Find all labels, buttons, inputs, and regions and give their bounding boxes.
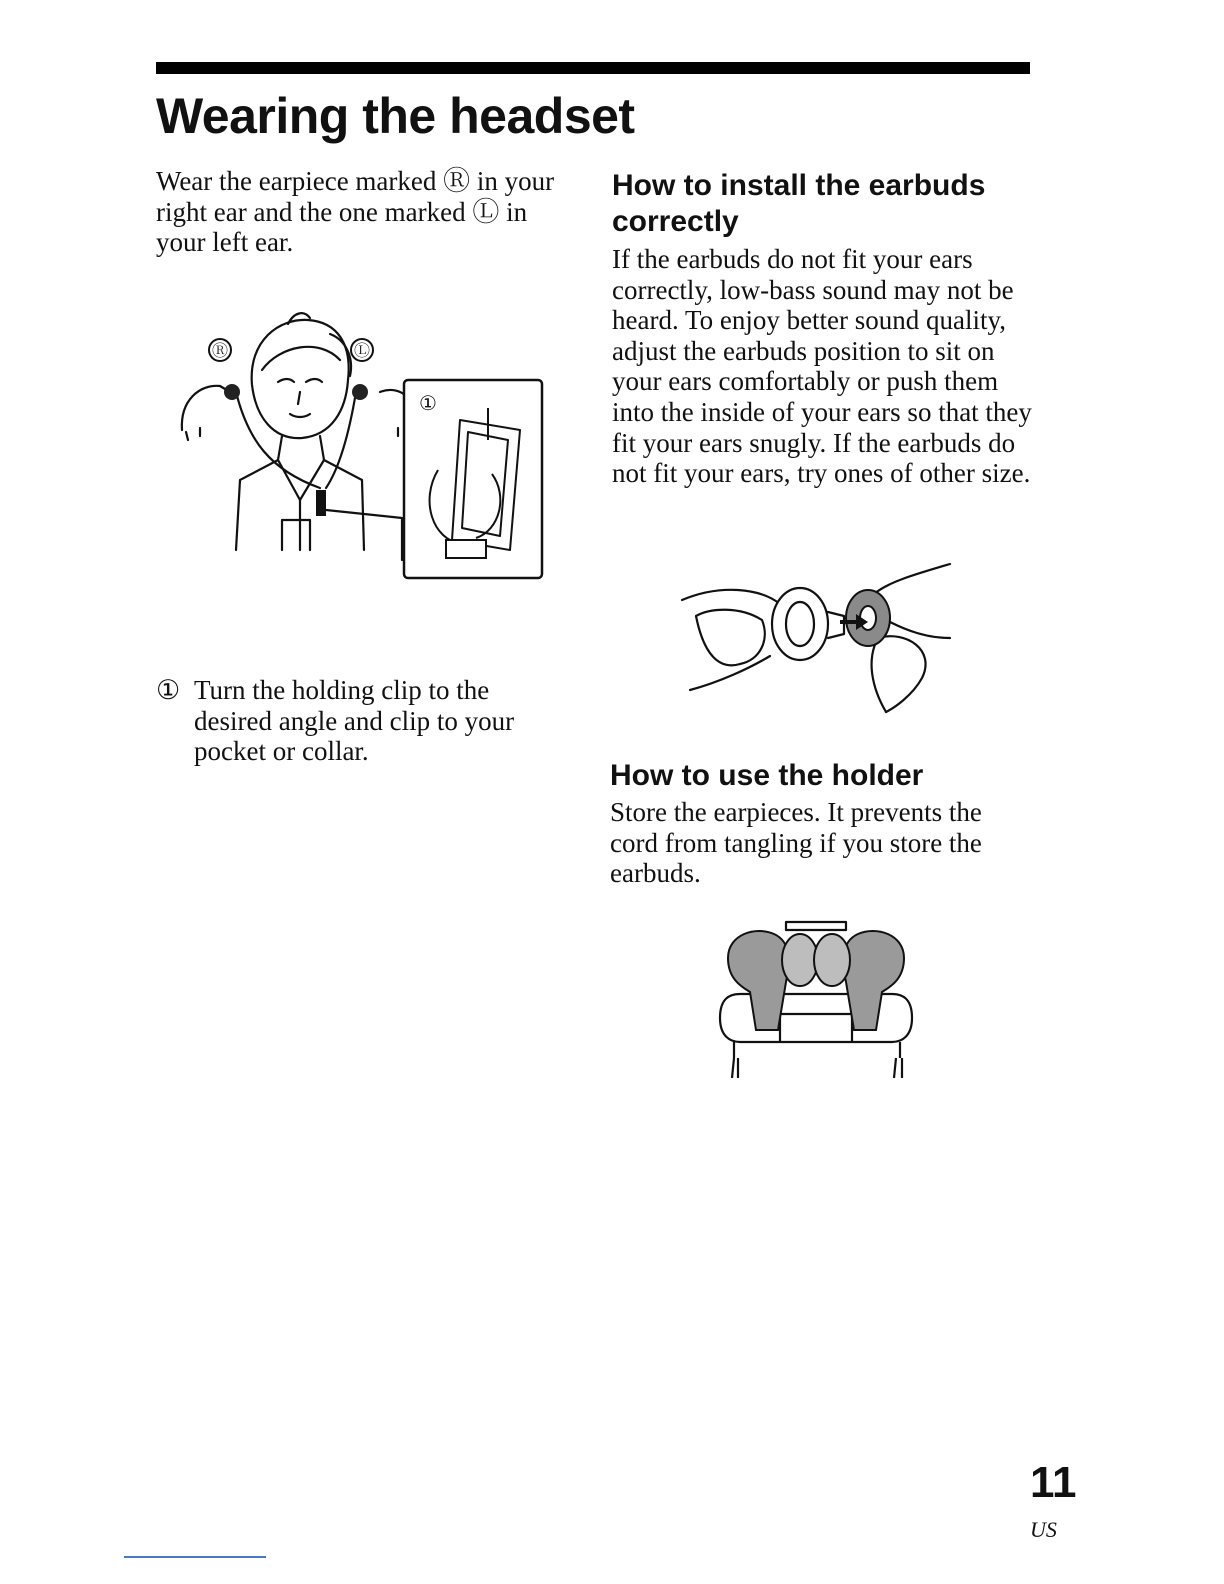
page-number: 11	[1030, 1458, 1077, 1507]
note-text: Turn the holding clip to the desired angle and clip to your pocket or collar.	[194, 675, 515, 767]
install-heading: How to install the earbuds correctly	[612, 169, 986, 238]
right-earbud-icon	[224, 384, 240, 400]
clip-note	[156, 675, 546, 767]
holder-illustration	[716, 918, 916, 1082]
install-paragraph: If the earbuds do not fit your ears correctly, low-bass sound may not be heard. To enjoy better sound quality, adjust the earbuds position to sit on your ears comfortably or push them into the inside of your ears so that they fit your ears snugly. If the earbuds do not fit your ears, try ones of other size.	[612, 244, 1032, 489]
earbud-install-illustration	[680, 560, 960, 720]
holder-heading: How to use the holder	[610, 759, 924, 792]
region-code: US	[1030, 1517, 1057, 1542]
inset-callout: ①	[419, 393, 437, 415]
top-rule	[156, 62, 1030, 74]
page-title: Wearing the headset	[156, 88, 635, 144]
head-outline	[252, 320, 349, 438]
label-left: Ⓛ	[353, 343, 371, 360]
wearing-headset-illustration	[170, 300, 550, 590]
note-number: ①	[156, 675, 181, 705]
footer-link-underline	[124, 1556, 266, 1558]
label-right: Ⓡ	[211, 343, 229, 360]
clip-icon	[316, 490, 326, 516]
intro-paragraph: Wear the earpiece marked Ⓡ in your right ear and the one marked Ⓛ in your left ear.	[156, 166, 555, 258]
holder-paragraph: Store the earpieces. It prevents the cord from tangling if you store the earbuds.	[610, 797, 982, 889]
left-earbud-icon	[352, 384, 368, 400]
